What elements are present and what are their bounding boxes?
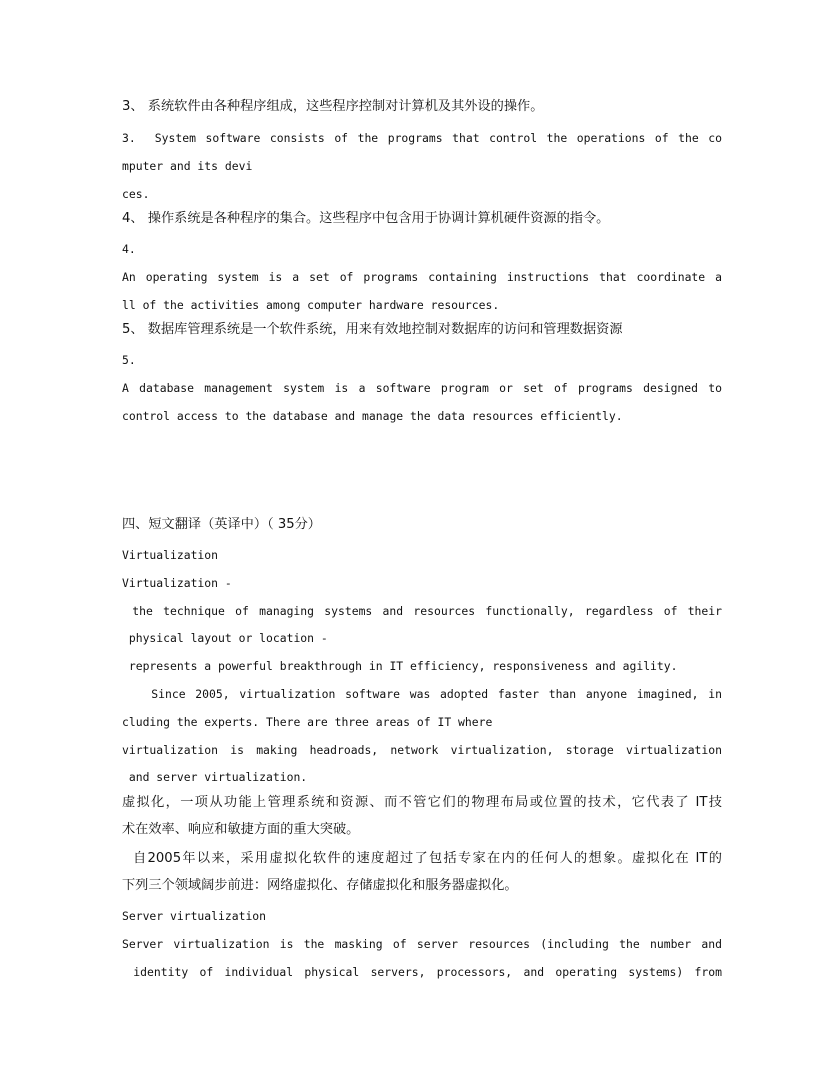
item-4-english-line-1: An operating system is a set of programs containing instructions that coordinate a [122, 270, 722, 284]
passage-line-1: Virtualization - [122, 576, 232, 590]
server-line-1: Server virtualization is the masking of server resources (including the number and [122, 937, 722, 951]
passage-line-3: physical layout or location - [122, 631, 328, 645]
passage-line-2: the technique of managing systems and resources functionally, regardless of their [122, 604, 722, 618]
translation-line-4: 下列三个领域阔步前进：网络虚拟化、存储虚拟化和服务器虚拟化。 [122, 878, 518, 893]
item-4-english-line-2: ll of the activities among computer hardware resources. [122, 298, 500, 312]
translation-line-2: 术在效率、响应和敏捷方面的重大突破。 [122, 822, 360, 837]
item-5-number: 5. [122, 353, 136, 367]
item-3-chinese: 3、 系统软件由各种程序组成，这些程序控制对计算机及其外设的操作。 [122, 99, 544, 114]
item-3-english-line-3: ces. [122, 187, 150, 201]
server-line-2: identity of individual physical servers, processors, and operating systems) from [122, 965, 722, 979]
passage-line-6: cluding the experts. There are three areas of IT where [122, 715, 493, 729]
item-3-english-line-2: mputer and its devi [122, 159, 253, 173]
subsection-title: Server virtualization [122, 909, 267, 923]
section-heading: 四、短文翻译（英译中）（ 35分） [122, 517, 321, 532]
passage-line-7: virtualization is making headroads, network virtualization, storage virtualization [122, 743, 722, 757]
item-5-english-line-1: A database management system is a software program or set of programs designed to [122, 381, 722, 395]
item-5-chinese: 5、 数据库管理系统是一个软件系统，用来有效地控制对数据库的访问和管理数据资源 [122, 322, 623, 337]
item-3-english-line-1: 3. System software consists of the programs that control the operations of the co [122, 131, 722, 145]
item-4-number: 4. [122, 242, 136, 256]
passage-line-8: and server virtualization. [122, 770, 308, 784]
passage-title: Virtualization [122, 548, 219, 562]
item-4-chinese: 4、 操作系统是各种程序的集合。这些程序中包含用于协调计算机硬件资源的指令。 [122, 211, 610, 226]
item-5-english-line-2: control access to the database and manage the data resources efficiently. [122, 409, 623, 423]
translation-line-3: 自2005年以来，采用虚拟化软件的速度超过了包括专家在内的任何人的想象。虚拟化在 IT的 [122, 851, 722, 866]
passage-line-5: Since 2005, virtualization software was adopted faster than anyone imagined, in [122, 687, 722, 701]
translation-line-1: 虚拟化，一项从功能上管理系统和资源、而不管它们的物理布局或位置的技术，它代表了 IT技 [122, 795, 722, 810]
passage-line-4: represents a powerful breakthrough in IT efficiency, responsiveness and agility. [122, 659, 678, 673]
